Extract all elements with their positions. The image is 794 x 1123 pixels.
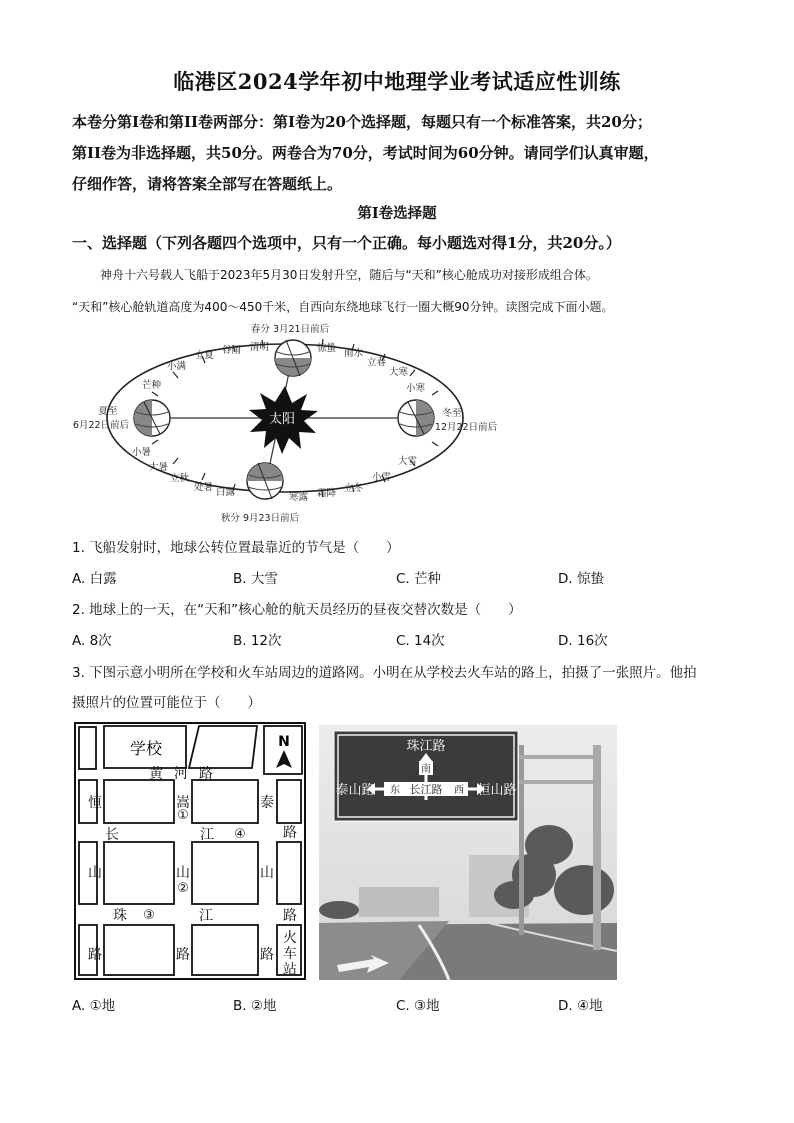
part-heading: 一、选择题（下列各题四个选项中，只有一个正确。每小题选对得1分，共20分。） [72,234,621,252]
road-label: 嵩 [176,795,190,811]
sign-middle-label: 长江路 [409,783,443,796]
question-1-option-b[interactable]: B. 大雪 [233,571,278,587]
question-1-option-c[interactable]: C. 芒种 [396,571,442,587]
road-label: 路 [283,908,297,924]
road-label: 山 [88,865,102,881]
question-3-stem: 3. 下图示意小明所在学校和火车站周边的道路网。小明在从学校去火车站的路上，拍摄了一张照片。他拍 [72,665,697,681]
road-label: 珠 [113,908,127,924]
summer-solstice-date: 6月22日前后 [72,420,130,431]
question-3-option-a[interactable]: A. ①地 [72,998,116,1014]
term-label: 立冬 [344,483,364,494]
question-1-option-d[interactable]: D. 惊蛰 [558,571,604,587]
term-label: 霜降 [317,488,337,499]
road-sign-photo [319,725,617,980]
question-1-option-a[interactable]: A. 白露 [72,571,117,587]
station-label: 火 [283,930,297,946]
road-label: 泰 [260,795,274,811]
sign-direction-east: 东 [390,785,400,796]
term-label: 小寒 [406,383,426,394]
passage-line: 神舟十六号载人飞船于2023年5月30日发射升空，随后与“天和”核心舱成功对接形成组合体。 [100,268,598,282]
term-label: 小暑 [132,447,152,458]
summer-solstice-label: 夏至 [98,406,118,417]
road-label: 路 [260,947,274,963]
road-label: 江 [199,908,213,924]
term-label: 立春 [367,357,387,368]
sun-label: 太阳 [268,412,296,427]
location-marker-2: ② [177,881,189,896]
location-marker-4: ④ [234,827,246,842]
road-label: 河 [174,766,188,782]
question-3-stem-continued: 摄照片的位置可能位于（ ） [72,695,261,711]
instruction-line: 第II卷为非选择题，共50分。两卷合为70分，考试时间为60分钟。请同学们认真审题， [72,144,659,162]
road-label: 恒 [88,795,102,811]
north-label: N [278,734,290,750]
road-label: 长 [105,827,119,843]
question-3-option-c[interactable]: C. ③地 [396,998,440,1014]
earth-winter-icon [398,400,434,436]
sign-top-label: 珠江路 [406,739,446,754]
question-2-option-a[interactable]: A. 8次 [72,633,112,649]
road-label: 路 [88,947,102,963]
earth-autumn-icon [247,463,283,499]
term-label: 寒露 [289,492,309,503]
road-label: 山 [260,865,274,881]
term-label: 立秋 [170,473,190,484]
location-marker-3: ③ [143,908,155,923]
building [359,887,439,917]
question-2-option-b[interactable]: B. 12次 [233,633,282,649]
term-label: 大雪 [398,456,418,467]
station-label: 车 [283,946,297,962]
earth-orbit-diagram [60,318,510,528]
term-label: 大寒 [389,367,409,378]
location-marker-1: ① [177,808,189,823]
passage-line: “天和”核心舱轨道高度为400～450千米，自西向东绕地球飞行一圈大概90分钟。读图完成下面小题。 [72,300,614,314]
road-label: 路 [176,947,190,963]
autumn-equinox-label: 秋分 9月23日前后 [220,513,300,524]
term-label: 惊蛰 [317,343,337,354]
term-label: 清明 [250,342,270,353]
question-3-option-d[interactable]: D. ④地 [558,998,603,1014]
instruction-line: 仔细作答，请将答案全部写在答题纸上。 [72,175,343,193]
question-1-stem: 1. 飞船发射时，地球公转位置最靠近的节气是（ ） [72,540,400,556]
school-label: 学校 [129,739,163,758]
sign-direction-west: 西 [454,785,464,796]
spring-equinox-label: 春分 3月21日前后 [250,324,330,335]
road-label: 路 [283,825,297,841]
term-label: 处暑 [194,482,214,493]
instruction-line: 本卷分第Ⅰ卷和第II卷两部分：第Ⅰ卷为20个选择题，每题只有一个标准答案，共20分； [72,113,652,131]
term-label: 芒种 [142,380,162,391]
sign-left-label: 泰山路 [335,783,375,798]
road-label: 路 [199,766,213,782]
sign-right-label: 恒山路 [477,783,517,798]
term-label: 小雪 [372,472,392,483]
term-label: 雨水 [344,348,364,359]
term-label: 谷雨 [222,345,242,356]
winter-solstice-date: 12月22日前后 [434,422,498,433]
earth-spring-icon [275,340,311,376]
road-label: 黄 [149,766,163,782]
section-title: 第Ⅰ卷选择题 [357,205,437,222]
term-label: 大暑 [149,462,169,473]
sign-post [593,745,601,950]
term-label: 小满 [167,361,187,372]
question-2-stem: 2. 地球上的一天，在“天和”核心舱的航天员经历的昼夜交替次数是（ ） [72,602,522,618]
winter-solstice-label: 冬至 [442,408,462,419]
sign-post [519,745,524,935]
sign-direction-north: 南 [421,764,431,775]
exam-instructions [72,107,732,200]
earth-summer-icon [134,400,170,436]
question-3-option-b[interactable]: B. ②地 [233,998,277,1014]
term-label: 白露 [216,487,236,498]
station-label: 站 [283,962,297,978]
question-2-option-c[interactable]: C. 14次 [396,633,445,649]
term-label: 立夏 [195,350,215,361]
road-label: 江 [200,827,214,843]
road-network-map [74,722,306,980]
question-2-option-d[interactable]: D. 16次 [558,633,608,649]
page-title: 临港区2024学年初中地理学业考试适应性训练 [173,69,621,94]
road-label: 山 [176,865,190,881]
